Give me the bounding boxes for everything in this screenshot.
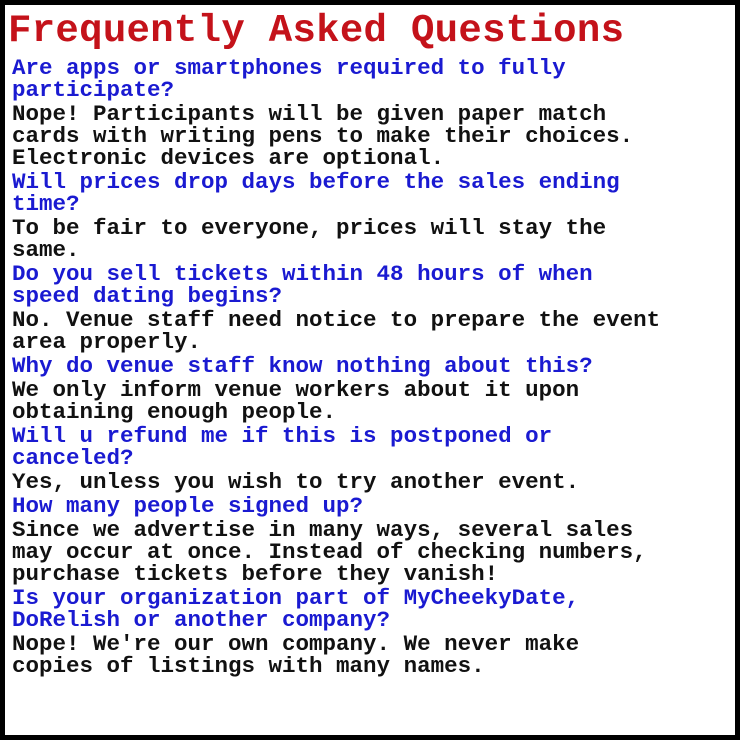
- faq-question: Will u refund me if this is postponed or canceled?: [12, 423, 553, 471]
- faq-list: [12, 57, 734, 679]
- faq-item-1: [12, 57, 734, 169]
- faq-question: Are apps or smartphones required to fully participate?: [12, 55, 566, 103]
- faq-item-7: [12, 587, 734, 677]
- faq-panel: [5, 5, 735, 735]
- faq-question: Is your organization part of MyCheekyDate, DoRelish or another company?: [12, 585, 580, 633]
- faq-answer: Yes, unless you wish to try another event.: [12, 469, 580, 495]
- faq-answer: Since we advertise in many ways, several sales may occur at once. Instead of checking numbers, purchase tickets before they vanish!: [12, 517, 647, 587]
- faq-item-6: [12, 495, 734, 585]
- faq-item-5: [12, 425, 734, 493]
- faq-question: Do you sell tickets within 48 hours of when speed dating begins?: [12, 261, 593, 309]
- faq-answer: No. Venue staff need notice to prepare the event area properly.: [12, 307, 661, 355]
- faq-item-3: [12, 263, 734, 353]
- faq-answer: Nope! We're our own company. We never make copies of listings with many names.: [12, 631, 580, 679]
- faq-answer: Nope! Participants will be given paper match cards with writing pens to make their choices. Electronic devices are optional.: [12, 101, 634, 171]
- faq-answer: To be fair to everyone, prices will stay the same.: [12, 215, 607, 263]
- page-title: Frequently Asked Questions: [8, 9, 625, 53]
- faq-item-4: [12, 355, 734, 423]
- faq-question: Why do venue staff know nothing about this?: [12, 353, 593, 379]
- faq-question: How many people signed up?: [12, 493, 364, 519]
- faq-item-2: [12, 171, 734, 261]
- faq-question: Will prices drop days before the sales ending time?: [12, 169, 620, 217]
- faq-answer: We only inform venue workers about it upon obtaining enough people.: [12, 377, 580, 425]
